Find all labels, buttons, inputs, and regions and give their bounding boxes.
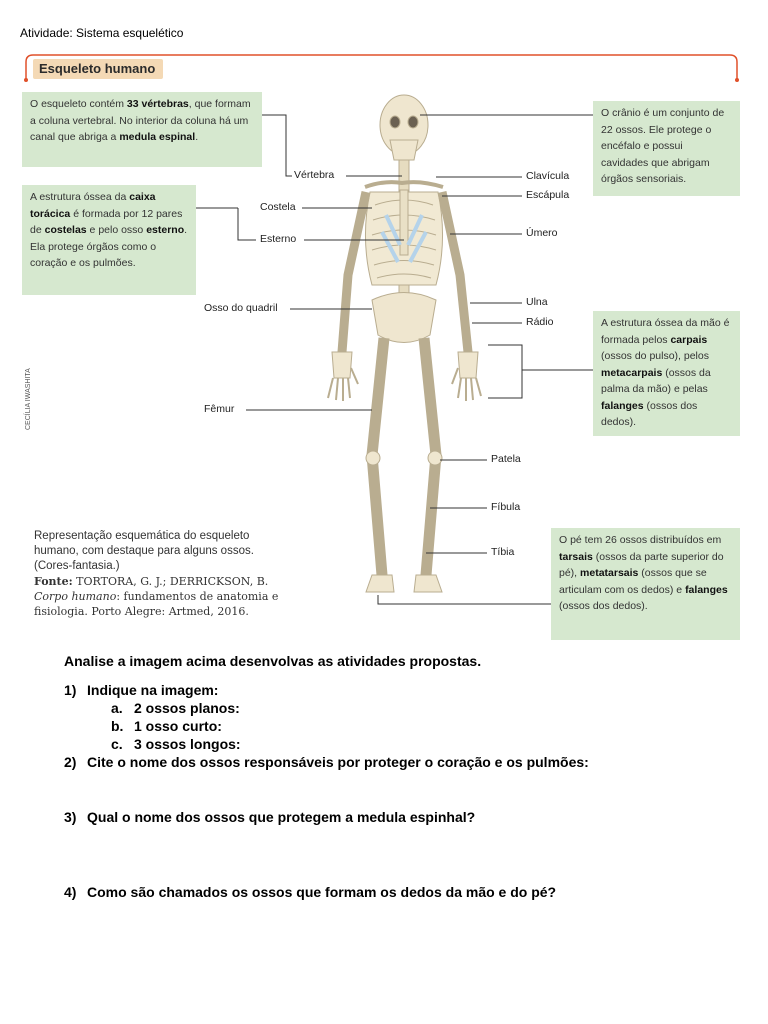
question-1a: a. 2 ossos planos: — [111, 700, 240, 716]
label-vertebra: Vértebra — [294, 169, 335, 181]
question-2: 2) Cite o nome dos ossos responsáveis por proteger o coração e os pulmões: — [64, 754, 589, 770]
label-patela: Patela — [491, 453, 521, 465]
label-tibia: Tíbia — [491, 546, 515, 558]
info-box-vertebrae: O esqueleto contém 33 vértebras, que formam a coluna vertebral. No interior da coluna há um canal que abriga a medula espinal. — [22, 92, 262, 167]
label-clavicula: Clavícula — [526, 170, 570, 182]
figure-banner: Esqueleto humano — [33, 59, 163, 79]
document-title: Atividade: Sistema esquelético — [20, 26, 184, 40]
label-radio: Rádio — [526, 316, 554, 328]
label-quadril: Osso do quadril — [204, 302, 278, 314]
label-fibula: Fíbula — [491, 501, 521, 513]
info-box-foot: O pé tem 26 ossos distribuídos em tarsais (ossos da parte superior do pé), metatarsais (ossos que se articulam com os dedos) e falanges (ossos dos dedos). — [551, 528, 740, 640]
instructions: Analise a imagem acima desenvolvas as atividades propostas. — [64, 653, 482, 669]
info-box-skull: O crânio é um conjunto de 22 ossos. Ele protege o encéfalo e possui cavidades que abrigam órgãos sensoriais. — [593, 101, 740, 196]
photo-credit: CECÍLIA IWASHITA — [25, 368, 32, 430]
label-costela: Costela — [260, 201, 296, 213]
label-femur: Fêmur — [204, 403, 235, 415]
info-box-thorax: A estrutura óssea da caixa torácica é formada por 12 pares de costelas e pelo osso esterno. Ela protege órgãos como o coração e os pulmões. — [22, 185, 196, 295]
label-escapula: Escápula — [526, 189, 570, 201]
question-3: 3) Qual o nome dos ossos que protegem a medula espinhal? — [64, 809, 476, 825]
label-umero: Úmero — [526, 227, 558, 239]
info-box-hand: A estrutura óssea da mão é formada pelos carpais (ossos do pulso), pelos metacarpais (ossos da palma da mão) e pelas falanges (ossos dos dedos). — [593, 311, 740, 436]
label-esterno: Esterno — [260, 233, 297, 245]
question-1b: b. 1 osso curto: — [111, 718, 222, 734]
label-ulna: Ulna — [526, 296, 548, 308]
question-1c: c. 3 ossos longos: — [111, 736, 241, 752]
question-4: 4) Como são chamados os ossos que formam os dedos da mão e do pé? — [64, 884, 557, 900]
figure-caption: Representação esquemática do esqueleto humano, com destaque para alguns ossos. (Cores-fantasia.) Fonte: TORTORA, G. J.; DERRICKSON, B. Corpo humano: fundamentos de anatomia e fisiologia. Porto Alegre: Artmed, 2016. — [34, 530, 279, 618]
question-1: 1) Indique na imagem: — [64, 682, 219, 698]
